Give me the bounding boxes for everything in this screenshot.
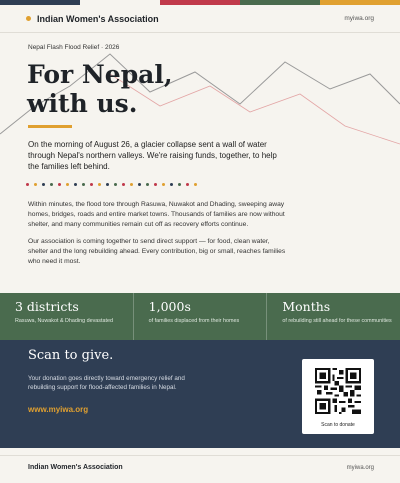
page-header <box>0 5 400 33</box>
stats-band <box>0 293 400 340</box>
divider-dot-icon <box>82 183 85 186</box>
divider-dot-icon <box>154 183 157 186</box>
divider-dot-icon <box>98 183 101 186</box>
stat-months <box>266 293 400 340</box>
divider-dot-icon <box>114 183 117 186</box>
headline-line-1: For Nepal, <box>27 60 173 89</box>
brand-dot-icon <box>26 16 31 21</box>
divider-dot-icon <box>170 183 173 186</box>
accent-rule <box>28 125 72 128</box>
stat-label: Rasuwa, Nuwakot & Dhading devastated <box>15 318 113 324</box>
divider-dot-icon <box>34 183 37 186</box>
dot-divider <box>26 183 197 186</box>
headline-line-2: with us. <box>27 89 138 118</box>
footer-brand: Indian Women's Association <box>28 464 123 471</box>
divider-dot-icon <box>138 183 141 186</box>
hero-section <box>0 34 400 186</box>
divider-dot-icon <box>66 183 69 186</box>
stat-families <box>133 293 267 340</box>
page-title <box>27 60 173 118</box>
divider-dot-icon <box>194 183 197 186</box>
donate-text: Your donation goes directly toward emergency relief and rebuilding support for flood-affected families in Nepal. <box>28 375 185 391</box>
divider-dot-icon <box>186 183 189 186</box>
stat-value: Months <box>282 299 331 314</box>
divider-dot-icon <box>122 183 125 186</box>
qr-card[interactable] <box>302 359 374 434</box>
divider-dot-icon <box>106 183 109 186</box>
header-site-link[interactable]: myiwa.org <box>344 15 374 22</box>
divider-dot-icon <box>50 183 53 186</box>
body-paragraph-2: Our association is coming together to send direct support — for food, clean water, shelter and the long rebuilding ahead. Every contribution, big or small, reaches families who need it most. <box>28 238 286 265</box>
divider-dot-icon <box>42 183 45 186</box>
hero-lede: On the morning of August 26, a glacier collapse sent a wall of water through Nepal's northern valleys. We're raising funds, together, to help the families left behind. <box>28 140 277 171</box>
stat-value: 3 districts <box>15 299 79 314</box>
divider-dot-icon <box>26 183 29 186</box>
donate-title: Scan to give. <box>28 348 114 363</box>
divider-dot-icon <box>58 183 61 186</box>
brand-name: Indian Women's Association <box>37 13 159 24</box>
brand[interactable] <box>26 14 159 24</box>
divider-dot-icon <box>130 183 133 186</box>
divider-dot-icon <box>74 183 77 186</box>
stat-value: 1,000s <box>148 299 191 314</box>
footer-site-link[interactable]: myiwa.org <box>346 464 374 471</box>
divider-dot-icon <box>178 183 181 186</box>
qr-caption: Scan to donate <box>321 422 355 428</box>
divider-dot-icon <box>162 183 165 186</box>
hero-kicker: Nepal Flash Flood Relief · 2026 <box>28 44 120 51</box>
stat-districts <box>0 293 133 340</box>
divider-dot-icon <box>146 183 149 186</box>
qr-code-icon <box>315 368 361 414</box>
page-footer <box>0 455 400 479</box>
donate-section <box>0 340 400 448</box>
donate-link[interactable]: www.myiwa.org <box>28 405 89 414</box>
divider-dot-icon <box>90 183 93 186</box>
body-paragraph-1: Within minutes, the flood tore through Rasuwa, Nuwakot and Dhading, sweeping away homes, bridges, roads and entire market towns. Thousands of families are now without shelter, and many communities remain cut off as recovery efforts continue. <box>28 201 285 228</box>
body-copy <box>28 200 290 267</box>
stat-label: of rebuilding still ahead for these communities <box>282 318 392 324</box>
stat-label: of families displaced from their homes <box>148 318 240 324</box>
